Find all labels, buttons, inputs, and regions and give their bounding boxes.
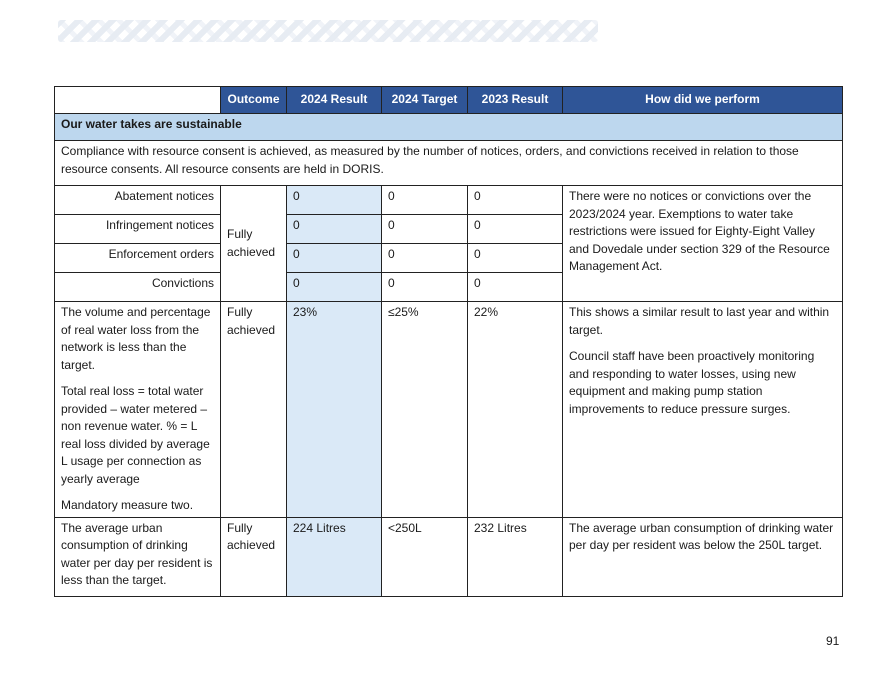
measure-label: Convictions <box>55 273 221 302</box>
result-2024-cell: 224 Litres <box>287 517 382 596</box>
section-description-row <box>55 141 843 186</box>
result-2023-cell: 0 <box>468 244 563 273</box>
header-outcome: Outcome <box>221 87 287 114</box>
measure-cell: The average urban consumption of drinking water per day per resident is less than the target. <box>55 517 221 596</box>
result-2023-cell: 232 Litres <box>468 517 563 596</box>
target-2024-cell: 0 <box>382 244 468 273</box>
performance-text: This shows a similar result to last year and within target. <box>569 305 830 337</box>
result-2024-cell: 0 <box>287 244 382 273</box>
measure-label: Infringement notices <box>55 215 221 244</box>
section-title: Our water takes are sustainable <box>55 114 843 141</box>
target-2024-cell: 0 <box>382 186 468 215</box>
table-row-consumption <box>55 517 843 596</box>
target-2024-cell: 0 <box>382 273 468 302</box>
measure-cell <box>55 302 221 518</box>
measure-text: The volume and percentage of real water loss from the network is less than the target. <box>61 305 211 372</box>
target-2024-cell: ≤25% <box>382 302 468 518</box>
measure-label: Enforcement orders <box>55 244 221 273</box>
header-blank <box>55 87 221 114</box>
performance-text: Council staff have been proactively monitoring and responding to water losses, using new equipment and making pump station improvements to reduce pressure surges. <box>569 349 815 416</box>
measure-formula: Total real loss = total water provided – water metered – non revenue water. % = L real loss divided by average L usage per connection as yearly average <box>61 384 210 486</box>
result-2023-cell: 0 <box>468 215 563 244</box>
result-2024-cell: 23% <box>287 302 382 518</box>
performance-cell: The average urban consumption of drinking water per day per resident was below the 250L target. <box>563 517 843 596</box>
outcome-cell: Fully achieved <box>221 186 287 302</box>
header-2024-target: 2024 Target <box>382 87 468 114</box>
measure-note: Mandatory measure two. <box>61 498 194 512</box>
target-2024-cell: 0 <box>382 215 468 244</box>
result-2023-cell: 0 <box>468 186 563 215</box>
table-row <box>55 186 843 215</box>
result-2023-cell: 22% <box>468 302 563 518</box>
decorative-header-banner <box>58 20 598 42</box>
performance-cell <box>563 302 843 518</box>
result-2023-cell: 0 <box>468 273 563 302</box>
outcome-cell: Fully achieved <box>221 302 287 518</box>
section-description: Compliance with resource consent is achieved, as measured by the number of notices, orders, and convictions received in relation to those resource consents. All resource consents are held in DORIS. <box>55 141 843 186</box>
result-2024-cell: 0 <box>287 186 382 215</box>
header-2023-result: 2023 Result <box>468 87 563 114</box>
target-2024-cell: <250L <box>382 517 468 596</box>
measure-label: Abatement notices <box>55 186 221 215</box>
result-2024-cell: 0 <box>287 215 382 244</box>
header-performance: How did we perform <box>563 87 843 114</box>
table-row-water-loss <box>55 302 843 518</box>
performance-table <box>54 86 843 597</box>
result-2024-cell: 0 <box>287 273 382 302</box>
header-2024-result: 2024 Result <box>287 87 382 114</box>
section-row <box>55 114 843 141</box>
page-number: 91 <box>826 634 840 648</box>
header-row <box>55 87 843 114</box>
performance-cell: There were no notices or convictions over the 2023/2024 year. Exemptions to water take restrictions were issued for Eighty-Eight Valley and Dovedale under section 329 of the Resource Management Act. <box>563 186 843 302</box>
outcome-cell: Fully achieved <box>221 517 287 596</box>
